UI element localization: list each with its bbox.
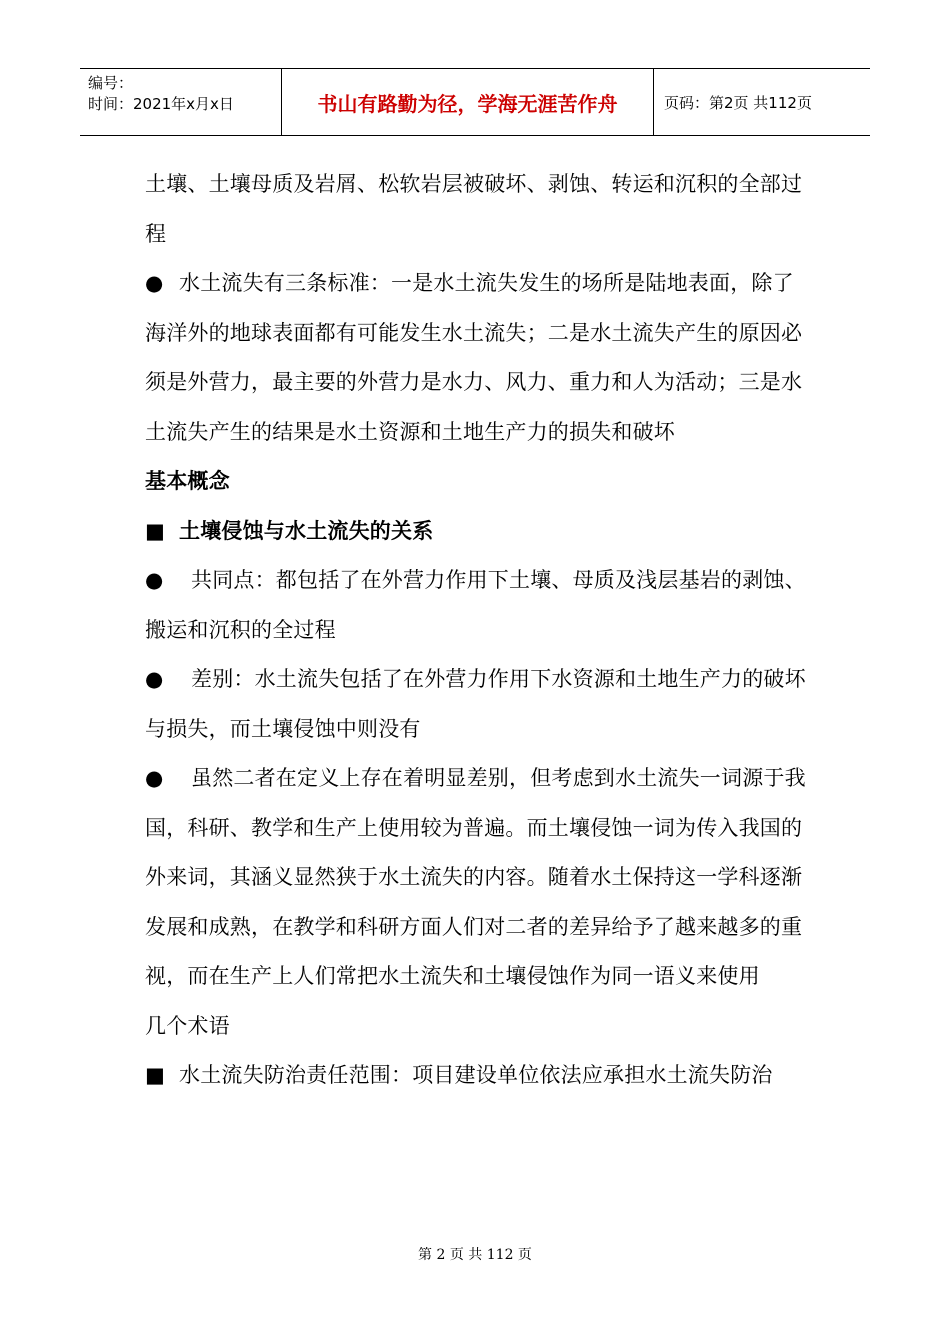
paragraph: 土壤、土壤母质及岩屑、松软岩层被破坏、剥蚀、转运和沉积的全部过程 <box>145 172 803 246</box>
page-footer: 第 2 页 共 112 页 <box>418 1247 532 1263</box>
header-page-info: 页码：第2页 共112页 <box>664 93 812 112</box>
document-body <box>145 160 807 1101</box>
bullet-dot-icon: ● <box>145 667 164 691</box>
header-motto: 书山有路勤为径，学海无涯苦作舟 <box>282 69 654 135</box>
bullet-paragraph <box>145 259 807 457</box>
page-header <box>80 68 870 136</box>
paragraph-text: 差别：水土流失包括了在外营力作用下水资源和土地生产力的破坏与损失，而土壤侵蚀中则没有 <box>145 667 806 741</box>
date-label: 时间：2021年x月x日 <box>88 95 234 113</box>
section-heading: 几个术语 <box>145 1013 230 1038</box>
bullet-paragraph <box>145 1051 807 1101</box>
bullet-paragraph <box>145 754 807 1002</box>
number-label: 编号： <box>88 74 134 92</box>
bullet-dot-icon: ● <box>145 271 164 295</box>
paragraph-text: 水土流失防治责任范围：项目建设单位依法应承担水土流失防治 <box>179 1063 773 1087</box>
header-meta <box>80 69 282 135</box>
bullet-square-icon: ■ <box>145 518 166 543</box>
subsection-heading <box>145 507 807 557</box>
bullet-paragraph <box>145 556 807 655</box>
bullet-paragraph <box>145 655 807 754</box>
paragraph-text: 水土流失有三条标准：一是水土流失发生的场所是陆地表面，除了海洋外的地球表面都有可能发生水土流失；二是水土流失产生的原因必须是外营力，最主要的外营力是水力、风力、重力和人为活动；三是水土流失产生的结果是水土资源和土地生产力的损失和破坏 <box>145 271 803 444</box>
bullet-dot-icon: ● <box>145 766 164 790</box>
section-heading: 基本概念 <box>145 469 230 493</box>
paragraph-text: 虽然二者在定义上存在着明显差别，但考虑到水土流失一词源于我国，科研、教学和生产上使用较为普遍。而土壤侵蚀一词为传入我国的外来词，其涵义显然狭于水土流失的内容。随着水土保持这一学科逐渐发展和成熟，在教学和科研方面人们对二者的差异给予了越来越多的重视，而在生产上人们常把水土流失和土壤侵蚀作为同一语义来使用 <box>145 766 806 988</box>
paragraph-text: 共同点：都包括了在外营力作用下土壤、母质及浅层基岩的剥蚀、搬运和沉积的全过程 <box>145 568 806 642</box>
bullet-dot-icon: ● <box>145 568 164 592</box>
subsection-heading-text: 土壤侵蚀与水土流失的关系 <box>179 518 434 543</box>
bullet-square-icon: ■ <box>145 1063 166 1087</box>
